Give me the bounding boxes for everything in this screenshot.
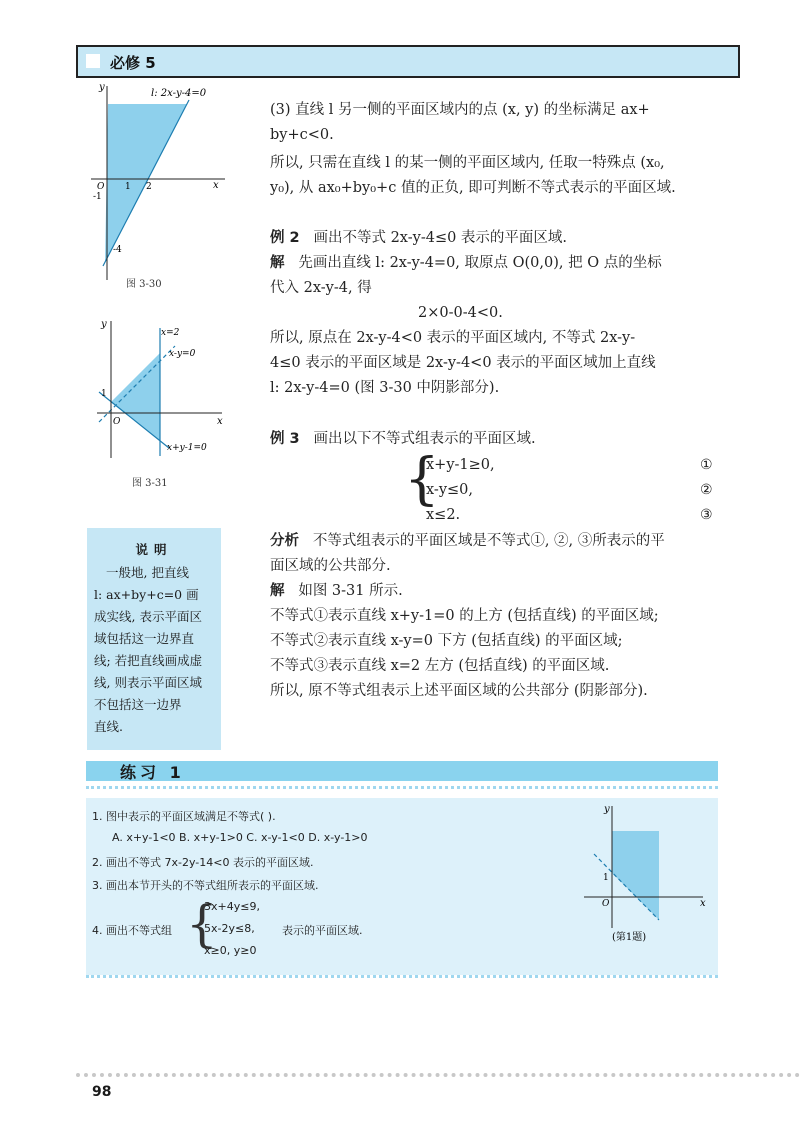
fig330-tick-neg1: -1 [93,192,102,202]
system-ineq-1: x+y-1≥0, [426,457,495,473]
fig331-label-x2: x=2 [161,328,180,338]
footer-dots [76,1073,800,1077]
exercise-title: 练习 1 [120,763,185,782]
body-p2: by+c<0. [270,127,334,143]
exercise-q2: 2. 画出不等式 7x-2y-14<0 表示的平面区域. [92,856,314,869]
figure-3-31 [97,318,237,468]
analysis-label: 分析 [270,533,299,549]
fig331-label-xy1: x+y-1=0 [167,443,207,453]
exercise-brace-icon: { [186,895,218,953]
exercise-figure [578,800,713,945]
exercise-fig-y: y [604,804,610,815]
solution-3-label: 解 [270,583,285,599]
exercise-q3: 3. 画出本节开头的不等式组所表示的平面区域. [92,879,319,892]
side-note-line: 一般地, 把直线 [106,565,189,580]
fig331-shaded-region [111,353,160,441]
exercise-divider-top [86,786,718,789]
example-2-sol-2: 代入 2x-y-4, 得 [270,280,372,296]
exercise-fig-origin: O [602,899,610,909]
fig331-caption: 图 3-31 [132,478,168,489]
analysis [270,529,665,553]
analysis-text-2: 面区域的公共部分. [270,558,391,574]
fig330-tick-1: 1 [125,182,131,192]
system-ineq-2: x-y≤0, [426,482,473,498]
example-3-step-4: 所以, 原不等式组表示上述平面区域的公共部分 (阴影部分). [270,683,648,699]
header-square-icon [86,54,100,68]
system-number-2: ② [700,482,713,498]
exercise-q4-prefix: 4. 画出不等式组 [92,924,172,937]
fig330-tick-2: 2 [146,182,152,192]
example-2-conclusion-1: 所以, 原点在 2x-y-4<0 表示的平面区域内, 不等式 2x-y- [270,330,636,346]
body-p4: y₀), 从 ax₀+by₀+c 值的正负, 即可判断不等式表示的平面区域. [270,180,676,196]
system-number-1: ① [700,457,713,473]
exercise-q4-ineq-1: 3x+4y≤9, [204,900,260,913]
example-3-step-1: 不等式①表示直线 x+y-1=0 的上方 (包括直线) 的平面区域; [270,608,659,624]
side-note-line: 不包括这一边界 [94,697,182,712]
fig331-y-label: y [101,319,107,330]
exercise-fig-x: x [700,898,706,909]
exercise-fig-caption: (第1题) [612,932,647,943]
fig330-y-label: y [99,82,105,93]
example-3-solution [270,579,403,603]
fig331-label-xy: x-y=0 [169,349,196,359]
side-note-title: 说明 [135,542,173,557]
example-2-equation: 2×0-0-4<0. [418,305,503,321]
example-2-sol-1: 先画出直线 l: 2x-y-4=0, 取原点 O(0,0), 把 O 点的坐标 [298,255,662,271]
example-3-text: 画出以下不等式组表示的平面区域. [313,431,536,447]
fig330-tick-neg4: -4 [113,245,122,255]
side-note-line: 线, 则表示平面区域 [94,675,202,690]
fig330-caption: 图 3-30 [126,279,162,290]
example-3-step-3: 不等式③表示直线 x=2 左方 (包括直线) 的平面区域. [270,658,610,674]
analysis-text-1: 不等式组表示的平面区域是不等式①, ②, ③所表示的平 [312,533,665,549]
header-band [76,45,740,78]
solution-label: 解 [270,255,285,271]
header-title: 必修 5 [110,54,156,72]
exercise-q4-ineq-3: x≥0, y≥0 [204,944,257,957]
body-p3: 所以, 只需在直线 l 的某一侧的平面区域内, 任取一特殊点 (x₀, [270,155,665,171]
exercise-fig-tick-1: 1 [603,873,609,883]
example-2-solution [270,251,662,275]
side-note-line: 成实线, 表示平面区 [94,609,202,624]
body-p1: (3) 直线 l 另一侧的平面区域内的点 (x, y) 的坐标满足 ax+ [270,102,650,118]
side-note-line: 域包括这一边界直 [94,631,195,646]
fig331-origin: O [113,417,121,427]
example-2-text: 画出不等式 2x-y-4≤0 表示的平面区域. [313,230,568,246]
exercise-shaded-region [612,831,659,920]
example-2-conclusion-2: 4≤0 表示的平面区域是 2x-y-4<0 表示的平面区域加上直线 [270,355,656,371]
exercise-q4-suffix: 表示的平面区域. [282,924,363,937]
example-2 [270,226,567,250]
side-note-line: l: ax+by+c=0 画 [94,587,199,602]
system-number-3: ③ [700,507,713,523]
exercise-q1: 1. 图中表示的平面区域满足不等式( ). [92,810,276,823]
example-2-label: 例 2 [270,230,300,246]
example-3-step-2: 不等式②表示直线 x-y=0 下方 (包括直线) 的平面区域; [270,633,623,649]
side-note-line: 线; 若把直线画成虚 [94,653,203,668]
example-3-label: 例 3 [270,431,300,447]
side-note-line: 直线. [94,719,123,734]
example-2-conclusion-3: l: 2x-y-4=0 (图 3-30 中阴影部分). [270,380,500,396]
example-3 [270,427,536,451]
system-ineq-3: x≤2. [426,507,461,523]
fig330-origin: O [97,182,105,192]
fig330-line-label: l: 2x-y-4=0 [151,88,207,99]
figure-3-30 [85,80,235,295]
fig331-x-label: x [217,416,223,427]
example-3-sol-text: 如图 3-31 所示. [298,583,403,599]
exercise-q1-options: A. x+y-1<0 B. x+y-1>0 C. x-y-1<0 D. x-y-1>0 [112,831,368,844]
exercise-divider-bottom [86,975,718,978]
system-brace-icon: { [404,447,440,512]
fig331-tick-1: 1 [101,389,107,399]
exercise-q4-ineq-2: 5x-2y≤8, [204,922,255,935]
fig330-x-label: x [213,180,219,191]
page-number: 98 [92,1084,112,1100]
